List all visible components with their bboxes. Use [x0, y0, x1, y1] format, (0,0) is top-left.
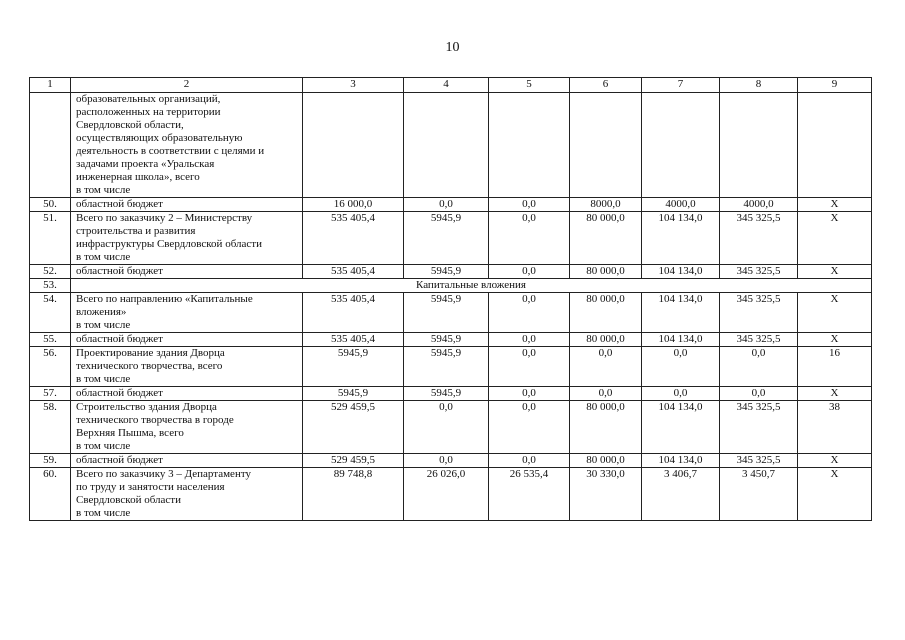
row-description — [71, 212, 303, 265]
row-number: 57. — [30, 387, 71, 401]
value-cell: 345 325,5 — [720, 212, 798, 265]
table-row — [30, 401, 872, 454]
value-cell: 3 406,7 — [642, 468, 720, 521]
row-number — [30, 93, 71, 198]
description-line: Свердловской области, — [76, 119, 184, 131]
value-cell: 0,0 — [489, 454, 570, 468]
description-line: по труду и занятости населения — [76, 481, 225, 493]
value-cell: Х — [798, 198, 872, 212]
page-number: 10 — [445, 40, 460, 55]
description-line: Строительство здания Дворца — [76, 401, 217, 413]
value-cell: Х — [798, 293, 872, 333]
value-cell: 104 134,0 — [642, 293, 720, 333]
value-cell: 5945,9 — [404, 265, 489, 279]
description-line: технического творчества, всего — [76, 360, 223, 372]
value-cell: 8000,0 — [570, 198, 642, 212]
value-cell: 529 459,5 — [303, 401, 404, 454]
description-line: областной бюджет — [76, 333, 163, 345]
value-cell: 5945,9 — [404, 387, 489, 401]
description-line: в том числе — [76, 440, 131, 452]
value-cell: 26 026,0 — [404, 468, 489, 521]
description-line: в том числе — [76, 373, 131, 385]
row-description — [71, 198, 303, 212]
row-number: 60. — [30, 468, 71, 521]
value-cell: 0,0 — [489, 333, 570, 347]
value-cell: 89 748,8 — [303, 468, 404, 521]
row-description — [71, 454, 303, 468]
row-number: 51. — [30, 212, 71, 265]
row-number: 55. — [30, 333, 71, 347]
value-cell: 16 — [798, 347, 872, 387]
budget-table — [29, 77, 872, 521]
value-cell: 0,0 — [404, 198, 489, 212]
value-cell — [404, 93, 489, 198]
value-cell: 0,0 — [489, 387, 570, 401]
value-cell: 0,0 — [489, 347, 570, 387]
table-row — [30, 387, 872, 401]
value-cell: 4000,0 — [642, 198, 720, 212]
value-cell: 3 450,7 — [720, 468, 798, 521]
value-cell: 0,0 — [489, 401, 570, 454]
header-cell: 6 — [570, 78, 642, 93]
value-cell: 0,0 — [404, 401, 489, 454]
value-cell: 0,0 — [489, 293, 570, 333]
description-line: Всего по направлению «Капитальные — [76, 293, 253, 305]
value-cell: 5945,9 — [404, 347, 489, 387]
value-cell: 5945,9 — [404, 333, 489, 347]
row-description — [71, 93, 303, 198]
description-line: вложения» — [76, 306, 127, 318]
value-cell: 104 134,0 — [642, 265, 720, 279]
description-line: расположенных на территории — [76, 106, 221, 118]
value-cell: 0,0 — [489, 198, 570, 212]
section-title: Капитальные вложения — [71, 279, 872, 293]
description-line: в том числе — [76, 184, 131, 196]
table-row — [30, 347, 872, 387]
value-cell: Х — [798, 387, 872, 401]
value-cell: 80 000,0 — [570, 454, 642, 468]
table-body — [30, 78, 872, 521]
value-cell — [798, 93, 872, 198]
description-line: областной бюджет — [76, 198, 163, 210]
header-cell: 5 — [489, 78, 570, 93]
row-description — [71, 333, 303, 347]
value-cell: 0,0 — [642, 347, 720, 387]
value-cell: Х — [798, 454, 872, 468]
value-cell: 0,0 — [404, 454, 489, 468]
row-description — [71, 468, 303, 521]
value-cell: 38 — [798, 401, 872, 454]
value-cell: 16 000,0 — [303, 198, 404, 212]
header-cell: 3 — [303, 78, 404, 93]
value-cell: 345 325,5 — [720, 265, 798, 279]
table-row — [30, 333, 872, 347]
header-cell: 4 — [404, 78, 489, 93]
row-number: 53. — [30, 279, 71, 293]
value-cell: 5945,9 — [404, 293, 489, 333]
value-cell: 345 325,5 — [720, 293, 798, 333]
description-line: областной бюджет — [76, 387, 163, 399]
value-cell — [720, 93, 798, 198]
table-row — [30, 93, 872, 198]
value-cell: 345 325,5 — [720, 401, 798, 454]
description-line: Всего по заказчику 2 – Министерству — [76, 212, 253, 224]
row-number: 52. — [30, 265, 71, 279]
row-description — [71, 401, 303, 454]
value-cell: 529 459,5 — [303, 454, 404, 468]
description-line: инфраструктуры Свердловской области — [76, 238, 262, 250]
header-cell: 9 — [798, 78, 872, 93]
description-line: областной бюджет — [76, 454, 163, 466]
row-number: 59. — [30, 454, 71, 468]
value-cell: 345 325,5 — [720, 454, 798, 468]
description-line: осуществляющих образовательную — [76, 132, 243, 144]
value-cell: 535 405,4 — [303, 293, 404, 333]
value-cell: 80 000,0 — [570, 333, 642, 347]
row-description — [71, 347, 303, 387]
row-number: 58. — [30, 401, 71, 454]
value-cell: 80 000,0 — [570, 293, 642, 333]
table-row — [30, 468, 872, 521]
table-row — [30, 265, 872, 279]
value-cell: 0,0 — [570, 347, 642, 387]
value-cell: 535 405,4 — [303, 333, 404, 347]
table-row — [30, 454, 872, 468]
value-cell — [570, 93, 642, 198]
description-line: строительства и развития — [76, 225, 196, 237]
row-description — [71, 387, 303, 401]
description-line: Всего по заказчику 3 – Департаменту — [76, 468, 251, 480]
header-cell: 7 — [642, 78, 720, 93]
row-description — [71, 265, 303, 279]
row-number: 50. — [30, 198, 71, 212]
description-line: задачами проекта «Уральская — [76, 158, 215, 170]
value-cell: 5945,9 — [303, 387, 404, 401]
value-cell: Х — [798, 333, 872, 347]
value-cell: 104 134,0 — [642, 333, 720, 347]
description-line: в том числе — [76, 507, 131, 519]
description-line: в том числе — [76, 319, 131, 331]
value-cell: Х — [798, 265, 872, 279]
description-line: образовательных организаций, — [76, 93, 221, 105]
value-cell: Х — [798, 468, 872, 521]
value-cell: 5945,9 — [404, 212, 489, 265]
description-line: технического творчества в городе — [76, 414, 234, 426]
header-cell: 1 — [30, 78, 71, 93]
value-cell: 0,0 — [642, 387, 720, 401]
value-cell — [642, 93, 720, 198]
description-line: инженерная школа», всего — [76, 171, 200, 183]
header-cell: 8 — [720, 78, 798, 93]
row-number: 56. — [30, 347, 71, 387]
header-cell: 2 — [71, 78, 303, 93]
description-line: Свердловской области — [76, 494, 181, 506]
value-cell: 535 405,4 — [303, 212, 404, 265]
row-number: 54. — [30, 293, 71, 333]
value-cell: 30 330,0 — [570, 468, 642, 521]
value-cell: 5945,9 — [303, 347, 404, 387]
value-cell: 104 134,0 — [642, 454, 720, 468]
value-cell: 0,0 — [720, 347, 798, 387]
value-cell: 80 000,0 — [570, 212, 642, 265]
value-cell: 535 405,4 — [303, 265, 404, 279]
table-row — [30, 293, 872, 333]
value-cell: 345 325,5 — [720, 333, 798, 347]
value-cell: 0,0 — [489, 265, 570, 279]
table-row — [30, 279, 872, 293]
value-cell — [303, 93, 404, 198]
value-cell: 0,0 — [489, 212, 570, 265]
description-line: Проектирование здания Дворца — [76, 347, 225, 359]
description-line: Верхняя Пышма, всего — [76, 427, 184, 439]
value-cell: 104 134,0 — [642, 212, 720, 265]
value-cell: 0,0 — [570, 387, 642, 401]
description-line: областной бюджет — [76, 265, 163, 277]
row-description — [71, 293, 303, 333]
value-cell: 4000,0 — [720, 198, 798, 212]
value-cell: Х — [798, 212, 872, 265]
value-cell: 80 000,0 — [570, 265, 642, 279]
description-line: деятельность в соответствии с целями и — [76, 145, 265, 157]
value-cell: 80 000,0 — [570, 401, 642, 454]
header-row — [30, 78, 872, 93]
value-cell — [489, 93, 570, 198]
table-row — [30, 212, 872, 265]
value-cell: 104 134,0 — [642, 401, 720, 454]
description-line: в том числе — [76, 251, 131, 263]
table-row — [30, 198, 872, 212]
value-cell: 0,0 — [720, 387, 798, 401]
value-cell: 26 535,4 — [489, 468, 570, 521]
